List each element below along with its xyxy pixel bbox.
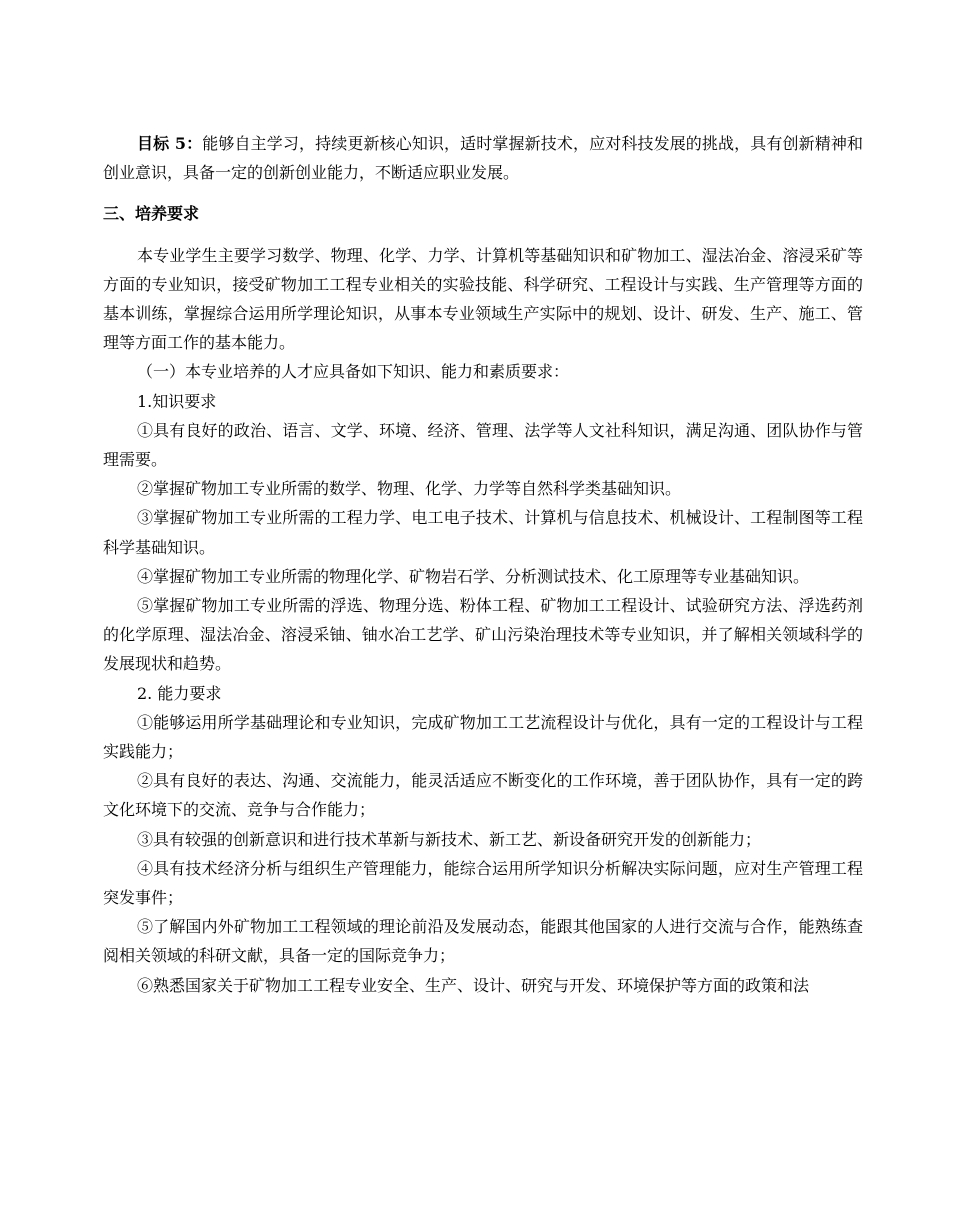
- ability-item-3: ③具有较强的创新意识和进行技术革新与新技术、新工艺、新设备研究开发的创新能力；: [137, 829, 762, 849]
- ability-item-6: ⑥熟悉国家关于矿物加工工程专业安全、生产、设计、研究与开发、环境保护等方面的政策和法: [137, 975, 810, 995]
- knowledge-item-3: ③掌握矿物加工专业所需的工程力学、电工电子技术、计算机与信息技术、机械设计、工程制图等工程科学基础知识。: [103, 508, 863, 557]
- ability-item-4: ④具有技术经济分析与组织生产管理能力，能综合运用所学知识分析解决实际问题，应对生产管理工程突发事件；: [103, 858, 863, 908]
- goal5-text: 能够自主学习，持续更新核心知识，适时掌握新技术，应对科技发展的挑战，具有创新精神和创业意识，具备一定的创新创业能力，不断适应职业发展。: [103, 134, 863, 183]
- knowledge-item-2: ②掌握矿物加工专业所需的数学、物理、化学、力学等自然科学类基础知识。: [137, 479, 682, 499]
- knowledge-item-4: ④掌握矿物加工专业所需的物理化学、矿物岩石学、分析测试技术、化工原理等专业基础知识。: [137, 566, 810, 586]
- ability-item-1: ①能够运用所学基础理论和专业知识，完成矿物加工工艺流程设计与优化，具有一定的工程设计与工程实践能力；: [103, 712, 863, 762]
- knowledge-heading: 1.知识要求: [137, 391, 217, 411]
- ability-heading: 2. 能力要求: [137, 683, 222, 703]
- goal5-paragraph: [103, 129, 863, 187]
- knowledge-item-5: ⑤掌握矿物加工专业所需的浮选、物理分选、粉体工程、矿物加工工程设计、试验研究方法、浮选药剂的化学原理、湿法冶金、溶浸采铀、铀水冶工艺学、矿山污染治理技术等专业知识，并了解相关领域科学的发展现状和趋势。: [103, 596, 863, 674]
- intro-paragraph: 本专业学生主要学习数学、物理、化学、力学、计算机等基础知识和矿物加工、湿法冶金、溶浸采矿等方面的专业知识，接受矿物加工工程专业相关的实验技能、科学研究、工程设计与实践、生产管理等方面的基本训练，掌握综合运用所学理论知识，从事本专业领域生产实际中的规划、设计、研发、生产、施工、管理等方面工作的基本能力。: [103, 245, 863, 353]
- goal5-label: 目标 5：: [137, 134, 203, 153]
- ability-item-2: ②具有良好的表达、沟通、交流能力，能灵活适应不断变化的工作环境，善于团队协作，具有一定的跨文化环境下的交流、竞争与合作能力；: [103, 771, 863, 820]
- knowledge-item-1: ①具有良好的政治、语言、文学、环境、经济、管理、法学等人文社科知识，满足沟通、团队协作与管理需要。: [103, 420, 863, 470]
- section-heading-training-requirements: 三、培养要求: [103, 204, 200, 224]
- sub-heading-1: （一）本专业培养的人才应具备如下知识、能力和素质要求：: [137, 362, 570, 382]
- ability-item-5: ⑤了解国内外矿物加工工程领域的理论前沿及发展动态，能跟其他国家的人进行交流与合作，能熟练查阅相关领域的科研文献，具备一定的国际竞争力；: [103, 917, 863, 966]
- document-page: [103, 129, 863, 1000]
